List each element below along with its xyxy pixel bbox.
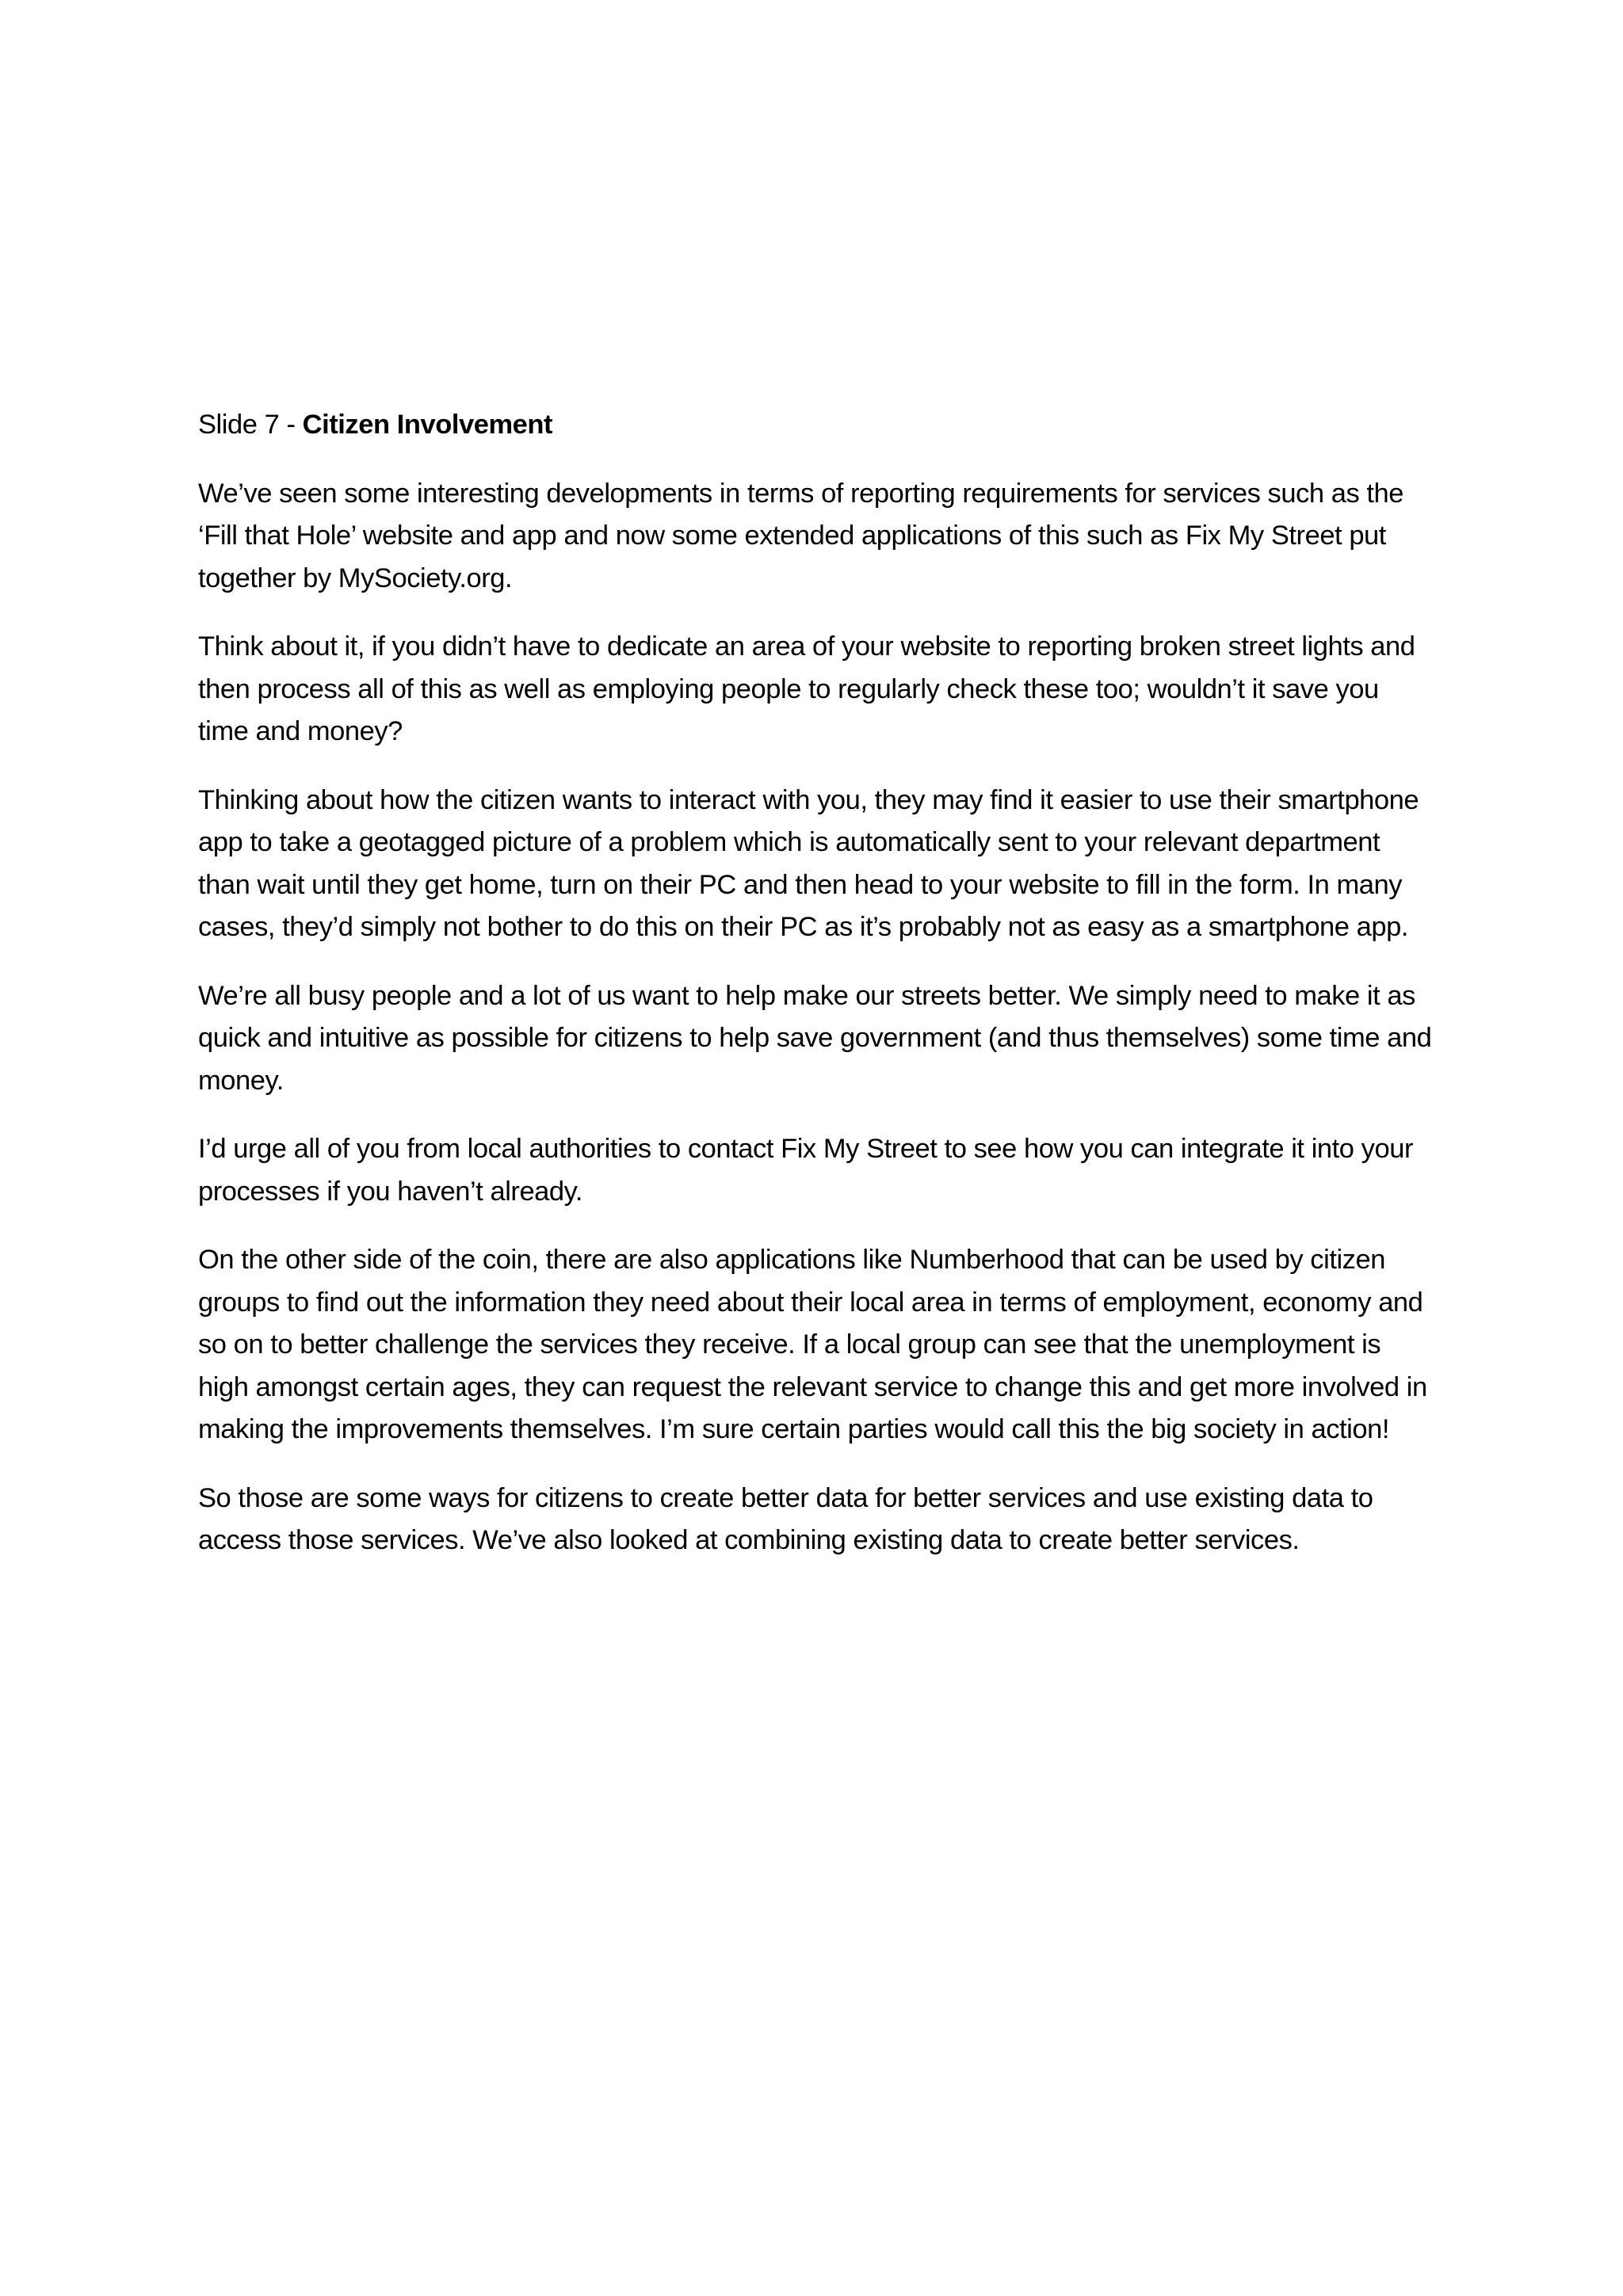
slide-heading: [198, 404, 1434, 447]
document-body: [198, 404, 1434, 1589]
slide-title: Citizen Involvement: [302, 410, 553, 440]
slide-label: Slide 7 -: [198, 410, 303, 440]
paragraph-5: I’d urge all of you from local authorities to contact Fix My Street to see how you can integrate it into your processes if you haven’t already.: [198, 1134, 1413, 1207]
paragraph-2: Think about it, if you didn’t have to dedicate an area of your website to reporting broken street lights and then process all of this as well as employing people to regularly check these too; wouldn’t it save you time and money?: [198, 631, 1415, 746]
paragraph-3: Thinking about how the citizen wants to interact with you, they may find it easier to use their smartphone app to take a geotagged picture of a problem which is automatically sent to your relevant department than wait until they get home, turn on their PC and then head to your website to fill in the form. In many cases, they’d simply not bother to do this on their PC as it’s probably not as easy as a smartphone app.: [198, 784, 1419, 942]
paragraph-6: On the other side of the coin, there are also applications like Numberhood that can be used by citizen groups to find out the information they need about their local area in terms of employment, economy and so on to better challenge the services they receive. If a local group can see that the unemployment is high amongst certain ages, they can request the relevant service to change this and get more involved in making the improvements themselves. I’m sure certain parties would call this the big society in action!: [198, 1245, 1427, 1444]
paragraph-1: We’ve seen some interesting developments in terms of reporting requirements for services such as the ‘Fill that Hole’ website and app and now some extended applications of this such as Fix My Street put together by MySociety.org.: [198, 478, 1404, 593]
paragraph-7: So those are some ways for citizens to create better data for better services and use existing data to access those services. We’ve also looked at combining existing data to create better services.: [198, 1482, 1373, 1555]
paragraph-4: We’re all busy people and a lot of us want to help make our streets better. We simply need to make it as quick and intuitive as possible for citizens to help save government (and thus themselves) some time and money.: [198, 980, 1432, 1096]
